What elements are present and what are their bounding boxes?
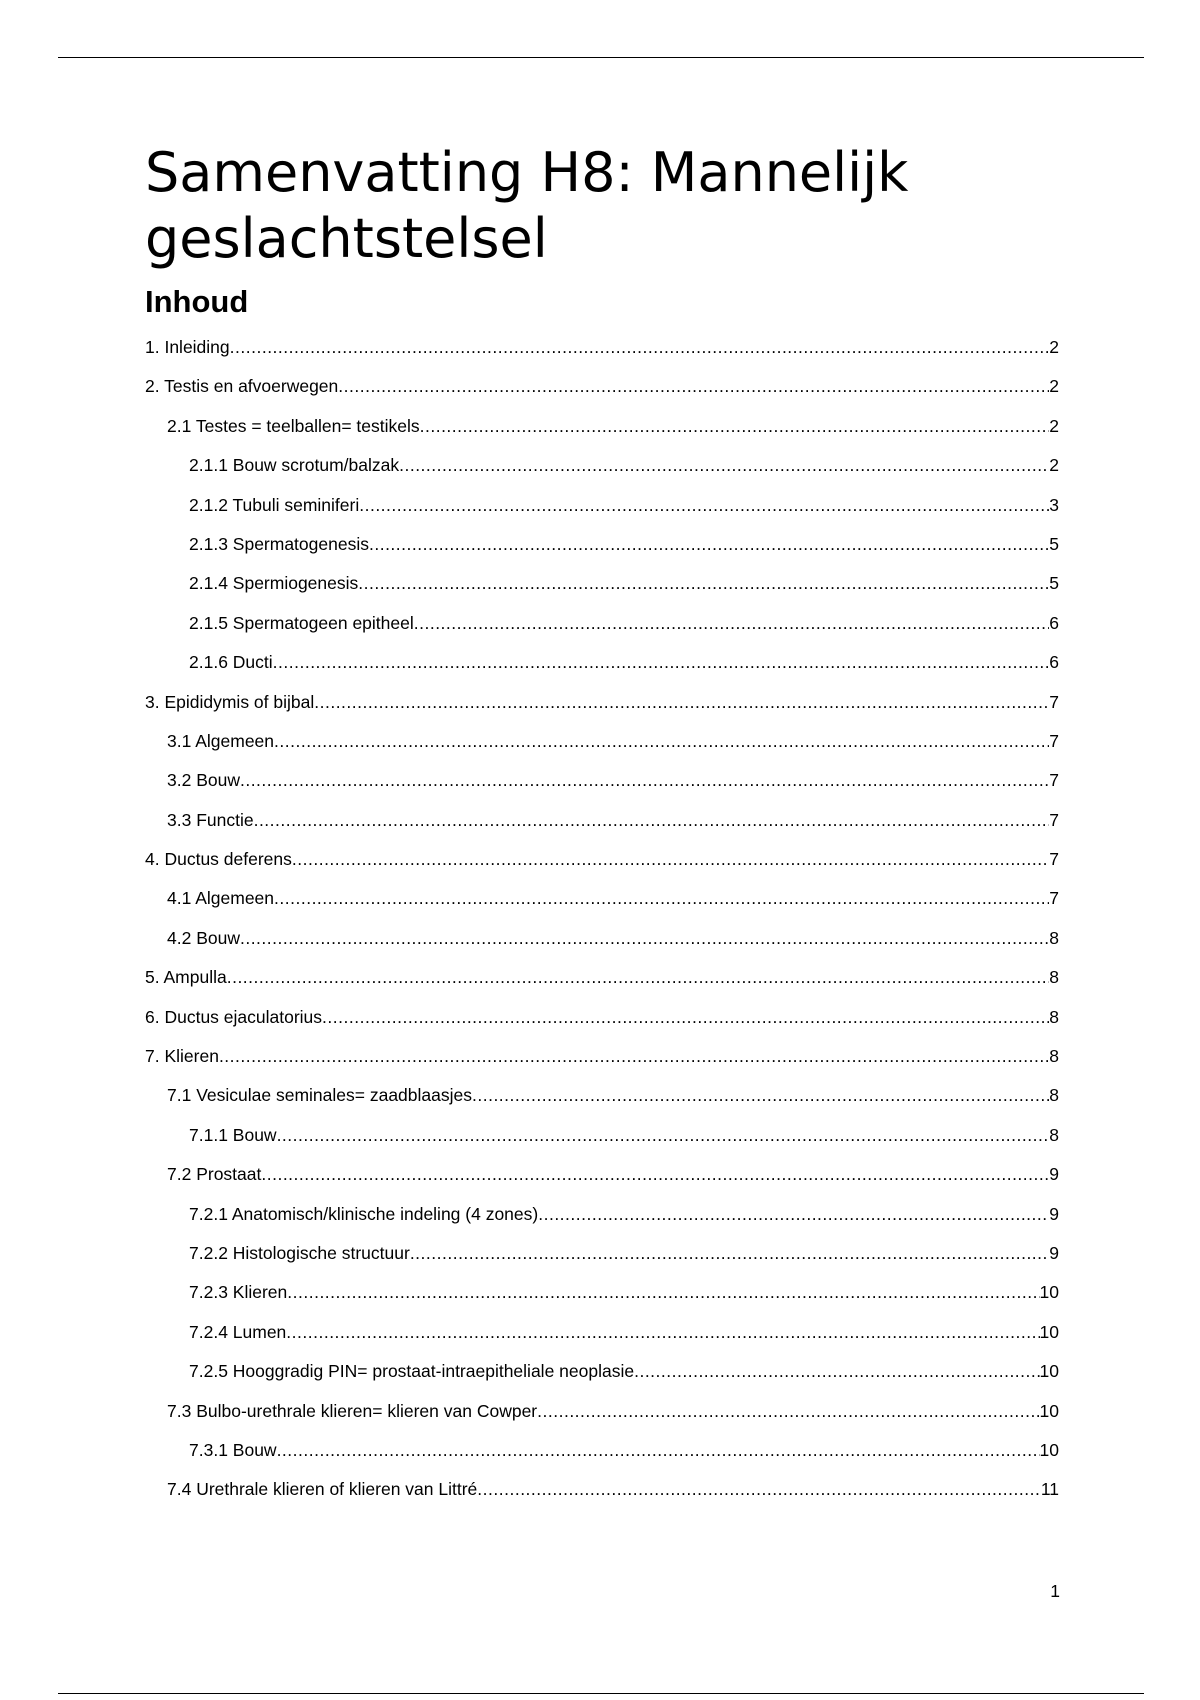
toc-entry-page: 6 bbox=[1049, 612, 1059, 633]
toc-entry-label: 3. Epididymis of bijbal bbox=[145, 691, 315, 712]
toc-entry[interactable] bbox=[145, 564, 1059, 603]
toc-entry-page: 8 bbox=[1049, 1006, 1059, 1027]
toc-entry[interactable] bbox=[145, 1234, 1059, 1273]
toc-dot-leader bbox=[410, 1234, 1049, 1273]
toc-dot-leader bbox=[227, 958, 1050, 997]
toc-entry-page: 2 bbox=[1049, 415, 1059, 436]
toc-entry-label: 5. Ampulla bbox=[145, 967, 227, 988]
toc-entry[interactable] bbox=[145, 998, 1059, 1037]
toc-entry-page: 7 bbox=[1049, 770, 1059, 791]
toc-entry[interactable] bbox=[145, 1037, 1059, 1076]
toc-entry-page: 9 bbox=[1049, 1164, 1059, 1185]
toc-entry[interactable] bbox=[145, 407, 1059, 446]
toc-entry[interactable] bbox=[145, 1352, 1059, 1391]
toc-dot-leader bbox=[538, 1195, 1049, 1234]
toc-entry-page: 10 bbox=[1039, 1400, 1059, 1421]
toc-entry-label: 2.1.6 Ducti bbox=[189, 652, 273, 673]
table-of-contents bbox=[145, 328, 1059, 1510]
toc-entry-label: 3.2 Bouw bbox=[167, 770, 240, 791]
toc-entry-page: 7 bbox=[1049, 730, 1059, 751]
toc-entry-label: 7.2.3 Klieren bbox=[189, 1282, 288, 1303]
toc-entry-page: 10 bbox=[1039, 1361, 1059, 1382]
toc-entry-page: 8 bbox=[1049, 927, 1059, 948]
toc-entry-label: 7.3 Bulbo-urethrale klieren= klieren van Cowper bbox=[167, 1400, 538, 1421]
toc-entry[interactable] bbox=[145, 1313, 1059, 1352]
toc-entry-page: 2 bbox=[1049, 455, 1059, 476]
toc-entry[interactable] bbox=[145, 919, 1059, 958]
toc-entry-label: 2.1 Testes = teelballen= testikels bbox=[167, 415, 420, 436]
toc-entry-page: 10 bbox=[1039, 1439, 1059, 1460]
toc-entry-label: 7.2.1 Anatomisch/klinische indeling (4 zones) bbox=[189, 1203, 539, 1224]
toc-entry-label: 1. Inleiding bbox=[145, 337, 230, 357]
toc-dot-leader bbox=[369, 525, 1049, 564]
toc-entry-label: 3.1 Algemeen bbox=[167, 730, 275, 751]
toc-entry-label: 7. Klieren bbox=[145, 1046, 219, 1067]
toc-entry-label: 7.1.1 Bouw bbox=[189, 1124, 277, 1145]
toc-heading: Inhoud bbox=[145, 284, 249, 319]
toc-entry[interactable] bbox=[145, 1431, 1059, 1470]
toc-entry-label: 4.2 Bouw bbox=[167, 927, 240, 948]
toc-dot-leader bbox=[254, 801, 1050, 840]
toc-entry[interactable] bbox=[145, 722, 1059, 761]
toc-dot-leader bbox=[261, 1155, 1049, 1194]
toc-entry-page: 7 bbox=[1049, 888, 1059, 909]
toc-entry[interactable] bbox=[145, 958, 1059, 997]
toc-entry-page: 8 bbox=[1049, 1046, 1059, 1067]
toc-entry-page: 7 bbox=[1049, 691, 1059, 712]
toc-entry[interactable] bbox=[145, 1392, 1059, 1431]
footer-rule bbox=[58, 1693, 1144, 1694]
toc-dot-leader bbox=[274, 722, 1049, 761]
toc-entry-label: 7.1 Vesiculae seminales= zaadblaasjes bbox=[167, 1085, 472, 1106]
document-title: Samenvatting H8: Mannelijk geslachtstelsel bbox=[145, 141, 909, 270]
toc-entry-page: 3 bbox=[1049, 494, 1059, 515]
toc-dot-leader bbox=[338, 367, 1049, 406]
toc-dot-leader bbox=[537, 1392, 1039, 1431]
toc-entry-label: 2. Testis en afvoerwegen bbox=[145, 376, 339, 397]
toc-entry-page: 8 bbox=[1049, 1085, 1059, 1106]
toc-entry-page: 5 bbox=[1049, 573, 1059, 594]
toc-entry-label: 7.2.4 Lumen bbox=[189, 1321, 287, 1342]
toc-entry[interactable] bbox=[145, 801, 1059, 840]
toc-dot-leader bbox=[314, 683, 1049, 722]
toc-dot-leader bbox=[472, 1076, 1049, 1115]
toc-entry-label: 2.1.4 Spermiogenesis bbox=[189, 573, 359, 594]
toc-entry-label: 4.1 Algemeen bbox=[167, 888, 275, 909]
toc-dot-leader bbox=[230, 328, 1050, 367]
toc-entry-label: 3.3 Functie bbox=[167, 809, 254, 830]
toc-entry[interactable] bbox=[145, 367, 1059, 406]
toc-dot-leader bbox=[286, 1313, 1039, 1352]
toc-entry-label: 2.1.2 Tubuli seminiferi bbox=[189, 494, 360, 515]
toc-entry-label: 7.2 Prostaat bbox=[167, 1164, 262, 1185]
page-number: 1 bbox=[1050, 1581, 1060, 1601]
toc-entry[interactable] bbox=[145, 1116, 1059, 1155]
toc-entry-label: 2.1.3 Spermatogenesis bbox=[189, 533, 369, 554]
toc-dot-leader bbox=[273, 643, 1050, 682]
toc-entry[interactable] bbox=[145, 604, 1059, 643]
toc-entry[interactable] bbox=[145, 1076, 1059, 1115]
toc-entry-page: 5 bbox=[1049, 533, 1059, 554]
toc-entry[interactable] bbox=[145, 1273, 1059, 1312]
toc-entry[interactable] bbox=[145, 643, 1059, 682]
toc-entry-page: 7 bbox=[1049, 849, 1059, 870]
toc-entry[interactable] bbox=[145, 1155, 1059, 1194]
toc-dot-leader bbox=[322, 998, 1049, 1037]
toc-entry-label: 6. Ductus ejaculatorius bbox=[145, 1006, 323, 1027]
toc-entry[interactable] bbox=[145, 446, 1059, 485]
toc-dot-leader bbox=[240, 761, 1049, 800]
toc-entry-page: 8 bbox=[1049, 1124, 1059, 1145]
toc-dot-leader bbox=[414, 604, 1050, 643]
toc-entry-page: 2 bbox=[1049, 337, 1059, 357]
toc-entry-page: 11 bbox=[1040, 1479, 1059, 1500]
toc-entry[interactable] bbox=[145, 1195, 1059, 1234]
document-body bbox=[145, 140, 1059, 1510]
toc-dot-leader bbox=[477, 1470, 1041, 1509]
toc-dot-leader bbox=[359, 486, 1049, 525]
toc-entry-page: 10 bbox=[1039, 1321, 1059, 1342]
toc-entry-page: 9 bbox=[1049, 1242, 1059, 1263]
toc-dot-leader bbox=[287, 1273, 1039, 1312]
toc-entry-page: 7 bbox=[1049, 809, 1059, 830]
toc-entry-page: 8 bbox=[1049, 967, 1059, 988]
toc-entry[interactable] bbox=[145, 328, 1059, 367]
toc-entry-page: 6 bbox=[1049, 652, 1059, 673]
toc-entry-page: 9 bbox=[1049, 1203, 1059, 1224]
toc-entry-page: 10 bbox=[1039, 1282, 1059, 1303]
toc-dot-leader bbox=[219, 1037, 1049, 1076]
toc-entry-label: 4. Ductus deferens bbox=[145, 849, 292, 870]
toc-entry-label: 7.4 Urethrale klieren of klieren van Littré bbox=[167, 1479, 478, 1500]
toc-entry-label: 2.1.1 Bouw scrotum/balzak bbox=[189, 455, 400, 476]
toc-dot-leader bbox=[420, 407, 1050, 446]
toc-entry[interactable] bbox=[145, 879, 1059, 918]
toc-entry[interactable] bbox=[145, 761, 1059, 800]
header-rule bbox=[58, 57, 1144, 58]
toc-dot-leader bbox=[358, 564, 1049, 603]
toc-dot-leader bbox=[277, 1431, 1040, 1470]
toc-entry-label: 7.2.5 Hooggradig PIN= prostaat-intraepitheliale neoplasie bbox=[189, 1361, 635, 1382]
toc-entry[interactable] bbox=[145, 1470, 1059, 1509]
toc-entry-label: 7.3.1 Bouw bbox=[189, 1439, 277, 1460]
toc-dot-leader bbox=[399, 446, 1049, 485]
toc-dot-leader bbox=[277, 1116, 1050, 1155]
toc-dot-leader bbox=[274, 879, 1049, 918]
toc-dot-leader bbox=[292, 840, 1049, 879]
toc-entry-label: 7.2.2 Histologische structuur bbox=[189, 1242, 410, 1263]
toc-dot-leader bbox=[240, 919, 1049, 958]
toc-entry[interactable] bbox=[145, 840, 1059, 879]
toc-dot-leader bbox=[634, 1352, 1039, 1391]
toc-entry[interactable] bbox=[145, 486, 1059, 525]
toc-entry[interactable] bbox=[145, 525, 1059, 564]
toc-entry[interactable] bbox=[145, 683, 1059, 722]
toc-entry-label: 2.1.5 Spermatogeen epitheel bbox=[189, 612, 414, 633]
toc-entry-page: 2 bbox=[1049, 376, 1059, 397]
